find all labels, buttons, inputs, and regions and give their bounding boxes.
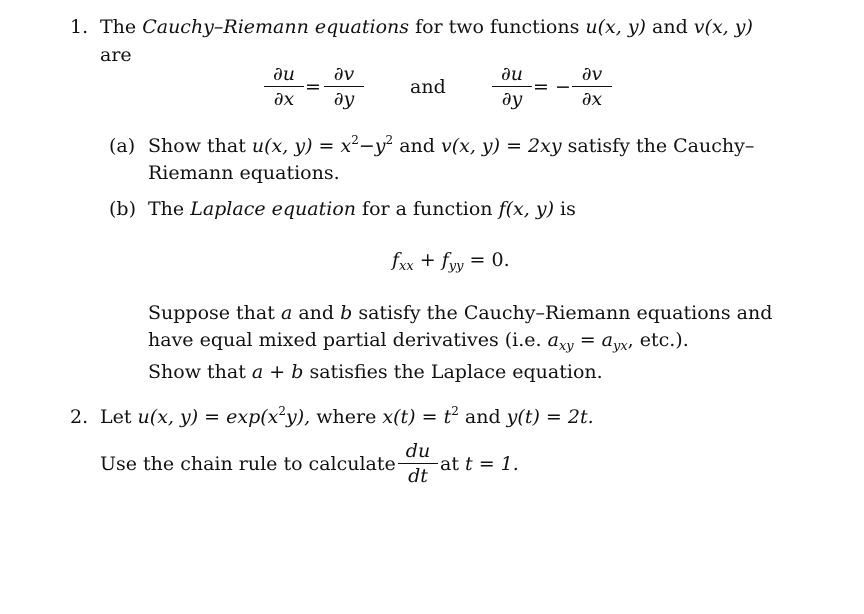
equals: = — [579, 329, 596, 351]
para3-pre: Show that — [148, 361, 246, 383]
eq2-rhs-fraction — [570, 63, 614, 110]
eq1-equals: = — [305, 76, 321, 98]
fraction-bar — [398, 463, 438, 464]
part-a-line1 — [148, 133, 755, 157]
q2-x-def: x(t) = t — [382, 406, 452, 428]
laplace-equation — [392, 249, 510, 274]
q2-line1 — [100, 404, 594, 428]
a-xy: a — [547, 329, 559, 351]
part-b-label: (b) — [109, 198, 136, 220]
q2-frac-num: du — [405, 440, 431, 462]
q2-u-def-post: y), — [286, 406, 311, 428]
eq2-lhs-fraction — [490, 63, 534, 110]
q2-du-dt-fraction — [396, 440, 440, 487]
term-laplace: Laplace equation — [190, 198, 356, 220]
q2-and: and — [464, 406, 501, 428]
var-a: a — [280, 302, 293, 324]
q2-line2-pre: Use the chain rule to calculate — [100, 453, 396, 475]
q2-let: Let — [100, 406, 132, 428]
para1-and: and — [298, 302, 335, 324]
exponent-2: 2 — [385, 133, 394, 147]
eq2-equals-minus: = − — [533, 76, 571, 98]
part-a-minus-y: −y — [358, 135, 386, 157]
eq1-lhs-num: ∂u — [272, 63, 296, 85]
eq1-rhs-num: ∂v — [333, 63, 355, 85]
exponent-2: 2 — [351, 133, 359, 147]
part-a-post: satisfy the Cauchy– — [567, 135, 755, 157]
para2-pre: have equal mixed partial derivatives (i.e. — [148, 329, 542, 351]
q2-at: at — [440, 453, 459, 475]
part-a-line2: Riemann equations. — [148, 162, 340, 184]
a-plus-b: a + b — [251, 361, 304, 383]
part-b-post: for a function — [362, 198, 493, 220]
q2-frac-den: dt — [408, 465, 428, 487]
para3-post: satisfies the Laplace equation. — [309, 361, 603, 383]
eq2-rhs-num: ∂v — [581, 63, 603, 85]
plus-sign: + — [419, 249, 436, 271]
part-b-is: is — [560, 198, 576, 220]
a-yx: a — [601, 329, 613, 351]
para2-post: , etc.). — [627, 329, 689, 351]
part-a-label: (a) — [109, 135, 136, 157]
q2-t-eq: t = 1. — [465, 453, 519, 475]
q1-text-2: for two functions — [415, 16, 580, 38]
q2-where: where — [316, 406, 377, 428]
part-a-pre: Show that — [148, 135, 246, 157]
part-b-para3 — [148, 363, 603, 382]
term-cauchy-riemann: Cauchy–Riemann equations — [142, 16, 410, 38]
q2-line2-post — [440, 455, 519, 474]
fraction-bar — [492, 86, 532, 87]
u-of-xy: u(x, y) — [585, 16, 646, 38]
eq1-rhs-den: ∂y — [333, 88, 355, 110]
part-b-pre: The — [148, 198, 185, 220]
eq2-lhs-den: ∂y — [501, 88, 523, 110]
sub-yx: yx — [612, 339, 628, 354]
f-of-xy: f(x, y) — [498, 198, 554, 220]
para1-post: satisfy the Cauchy–Riemann equations and — [358, 302, 773, 324]
part-b-para2 — [148, 329, 689, 354]
v-of-xy: v(x, y) — [693, 16, 753, 38]
exponent-2: 2 — [278, 404, 287, 418]
part-a-v-def: v(x, y) = 2xy — [440, 135, 562, 157]
eq1-lhs-fraction — [262, 63, 306, 110]
q1-text-and: and — [652, 16, 688, 38]
part-a-and: and — [399, 135, 435, 157]
eq1-rhs-fraction — [322, 63, 366, 110]
eq-between-and: and — [410, 76, 446, 98]
q1-are: are — [100, 44, 132, 66]
fraction-bar — [264, 86, 304, 87]
eq2-rhs-den: ∂x — [581, 88, 603, 110]
equals-zero: = 0. — [469, 249, 510, 271]
q2-y-def: y(t) = 2t. — [506, 406, 594, 428]
var-b: b — [340, 302, 353, 324]
f-symbol: f — [392, 249, 400, 271]
part-b-para1 — [148, 304, 772, 323]
q2-u-def: u(x, y) = exp(x — [137, 406, 279, 428]
f-symbol: f — [441, 249, 449, 271]
fraction-bar — [324, 86, 364, 87]
eq2-lhs-num: ∂u — [500, 63, 524, 85]
sub-yy: yy — [448, 259, 464, 274]
sub-xx: xx — [399, 259, 414, 274]
q2-number: 2. — [70, 406, 89, 428]
q1-number: 1. — [70, 16, 89, 38]
q1-text-1: The — [100, 16, 137, 38]
exponent-2: 2 — [451, 404, 459, 418]
part-b-line1 — [148, 200, 576, 219]
eq1-lhs-den: ∂x — [273, 88, 295, 110]
part-a-u-def: u(x, y) = x — [251, 135, 352, 157]
q1-line1 — [100, 18, 753, 37]
fraction-bar — [572, 86, 612, 87]
para1-pre: Suppose that — [148, 302, 275, 324]
sub-xy: xy — [558, 339, 574, 354]
